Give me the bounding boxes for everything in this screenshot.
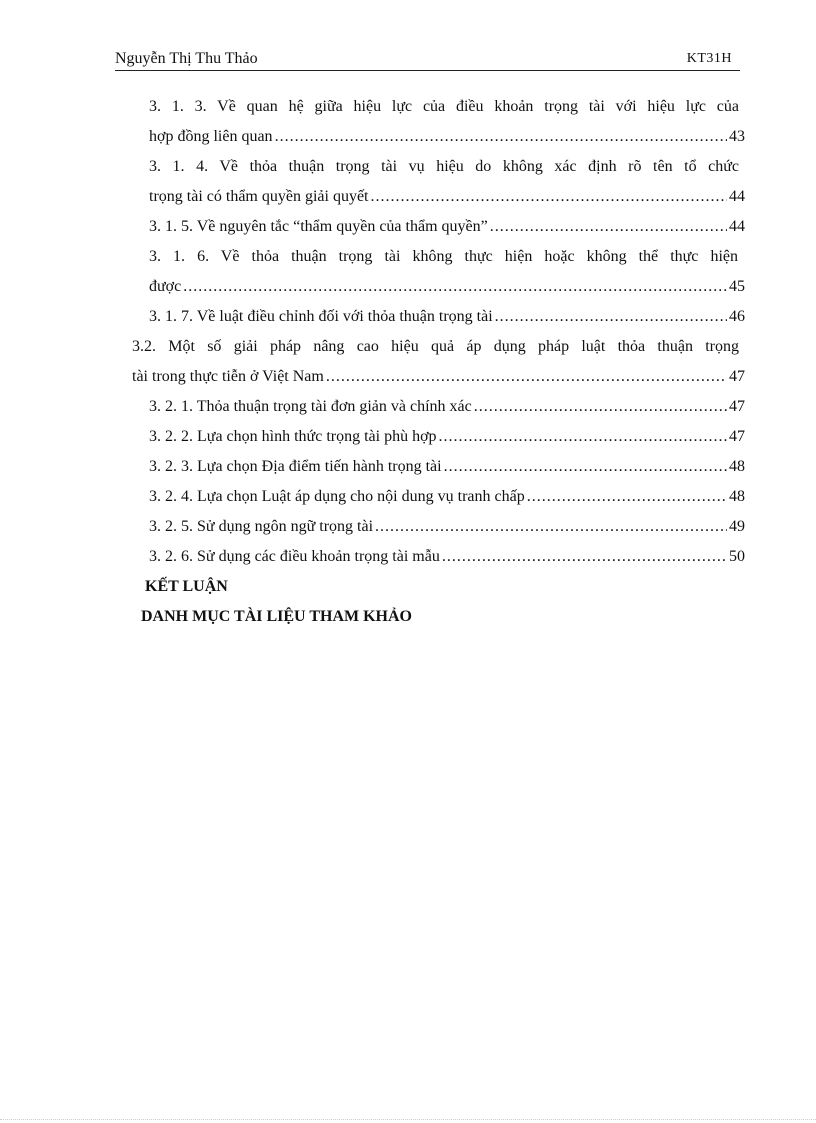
toc-entry-text: 3. 2. 6. Sử dụng các điều khoản trọng tài mẫu (149, 548, 440, 565)
leader-dots (183, 274, 727, 300)
toc-entry-3-2-1 (149, 394, 745, 420)
page-bottom-border (0, 1119, 816, 1120)
toc-page-number: 48 (729, 458, 745, 475)
toc-entry-3-1-3 (149, 124, 745, 150)
toc-entry-text: 3. 2. 5. Sử dụng ngôn ngữ trọng tài (149, 518, 374, 535)
leader-dots (326, 364, 727, 390)
toc-entry-3-2-6 (149, 544, 745, 570)
toc-entry-text: hợp đồng liên quan (149, 128, 273, 145)
page-header (115, 48, 740, 71)
toc-entry-3-1-3-line1: 3. 1. 3. Về quan hệ giữa hiệu lực của điều khoản trọng tài với hiệu lực của (149, 98, 739, 115)
toc-entry-text: được (149, 278, 182, 295)
toc-page-number: 49 (729, 518, 745, 535)
toc-entry-3-1-4-line1: 3. 1. 4. Về thỏa thuận trọng tài vụ hiệu do không xác định rõ tên tổ chức (149, 158, 739, 175)
leader-dots (371, 184, 728, 210)
toc-entry-text: 3. 2. 1. Thỏa thuận trọng tài đơn giản và chính xác (149, 398, 472, 415)
toc-entry-3-1-4 (149, 184, 745, 210)
leader-dots (527, 484, 727, 510)
toc-page-number: 43 (729, 128, 745, 145)
toc-page-number: 50 (729, 548, 745, 565)
leader-dots (275, 124, 727, 150)
leader-dots (490, 214, 727, 240)
toc-entry-3-2 (132, 364, 745, 390)
toc-page-number: 48 (729, 488, 745, 505)
toc-page-number: 45 (729, 278, 745, 295)
toc-entry-3-1-5 (149, 214, 745, 240)
toc-references: DANH MỤC TÀI LIỆU THAM KHẢO (141, 608, 412, 625)
toc-page-number: 47 (729, 398, 745, 415)
toc-page-number: 47 (729, 428, 745, 445)
leader-dots (439, 424, 727, 450)
toc-entry-text: 3. 2. 2. Lựa chọn hình thức trọng tài phù hợp (149, 428, 437, 445)
toc-entry-text: 3. 1. 5. Về nguyên tắc “thẩm quyền của thẩm quyền” (149, 218, 488, 235)
toc-entry-text: tài trong thực tiễn ở Việt Nam (132, 368, 324, 385)
toc-entry-3-2-3 (149, 454, 745, 480)
toc-entry-text: 3. 1. 7. Về luật điều chỉnh đối với thỏa thuận trọng tài (149, 308, 493, 325)
author-name: Nguyễn Thị Thu Thảo (115, 50, 258, 67)
toc-entry-3-2-line1: 3.2. Một số giải pháp nâng cao hiệu quả áp dụng pháp luật thỏa thuận trọng (132, 338, 739, 355)
class-code: KT31H (686, 51, 732, 66)
toc-entry-3-1-6-line1: 3. 1. 6. Về thỏa thuận trọng tài không thực hiện hoặc không thể thực hiện (149, 248, 738, 265)
toc-entry-3-2-5 (149, 514, 745, 540)
toc-page-number: 47 (729, 368, 745, 385)
leader-dots (444, 454, 727, 480)
toc-entry-text: 3. 2. 4. Lựa chọn Luật áp dụng cho nội dung vụ tranh chấp (149, 488, 525, 505)
leader-dots (495, 304, 727, 330)
toc-page-number: 44 (729, 218, 745, 235)
leader-dots (375, 514, 727, 540)
leader-dots (474, 394, 727, 420)
toc-entry-3-2-2 (149, 424, 745, 450)
toc-page-number: 44 (729, 188, 745, 205)
toc-entry-text: 3. 2. 3. Lựa chọn Địa điểm tiến hành trọng tài (149, 458, 442, 475)
toc-entry-3-2-4 (149, 484, 745, 510)
leader-dots (442, 544, 727, 570)
toc-entry-3-1-6 (149, 274, 745, 300)
toc-entry-text: trọng tài có thẩm quyền giải quyết (149, 188, 369, 205)
toc-entry-3-1-7 (149, 304, 745, 330)
toc-conclusion: KẾT LUẬN (145, 578, 228, 595)
toc-page-number: 46 (729, 308, 745, 325)
